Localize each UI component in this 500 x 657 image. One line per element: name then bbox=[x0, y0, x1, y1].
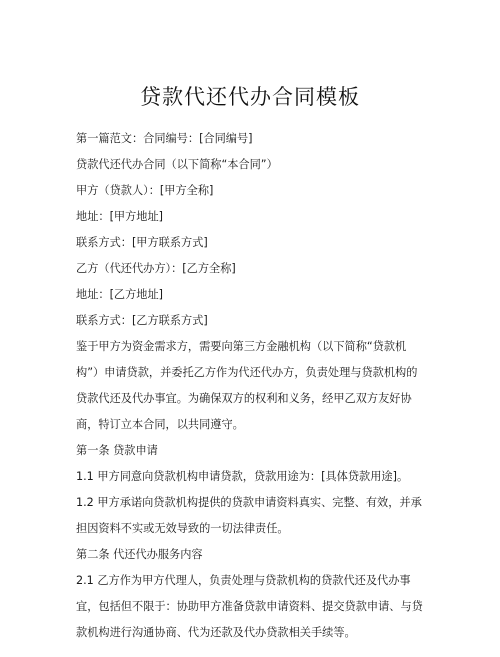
document-body bbox=[76, 126, 426, 646]
document-title: 贷款代还代办合同模板 bbox=[140, 85, 360, 109]
paragraph-contract-name: 贷款代还代办合同（以下简称“本合同”） bbox=[76, 158, 278, 171]
section-heading-2: 第二条 代还代办服务内容 bbox=[76, 548, 203, 561]
paragraph-contract-number: 第一篇范文：合同编号：[合同编号] bbox=[76, 132, 253, 145]
paragraph-party-a-name: 甲方（贷款人）：[甲方全称] bbox=[76, 184, 214, 197]
paragraph-party-b-address: 地址：[乙方地址] bbox=[76, 288, 164, 301]
paragraph-party-a-contact: 联系方式：[甲方联系方式] bbox=[76, 236, 208, 249]
section-heading-1: 第一条 贷款申请 bbox=[76, 444, 158, 457]
clause-2-1: 2.1 乙方作为甲方代理人，负责处理与贷款机构的贷款代还及代办事宜，包括但不限于：协助甲方准备贷款申请资料、提交贷款申请、与贷款机构进行沟通协商、代为还款及代办贷款相关手续等。 bbox=[76, 574, 423, 639]
clause-1-1: 1.1 甲方同意向贷款机构申请贷款，贷款用途为：[具体贷款用途]。 bbox=[76, 470, 409, 483]
paragraph-preamble: 鉴于甲方为资金需求方，需要向第三方金融机构（以下简称“贷款机构”）申请贷款，并委托乙方作为代还代办方，负责处理与贷款机构的贷款代还及代办事宜。为确保双方的权利和义务，经甲乙双方友好协商，特订立本合同，以共同遵守。 bbox=[76, 340, 418, 431]
paragraph-party-b-contact: 联系方式：[乙方联系方式] bbox=[76, 314, 208, 327]
paragraph-party-a-address: 地址：[甲方地址] bbox=[76, 210, 164, 223]
paragraph-party-b-name: 乙方（代还代办方）：[乙方全称] bbox=[76, 262, 236, 275]
clause-1-2: 1.2 甲方承诺向贷款机构提供的贷款申请资料真实、完整、有效，并承担因资料不实或无效导致的一切法律责任。 bbox=[76, 496, 422, 535]
